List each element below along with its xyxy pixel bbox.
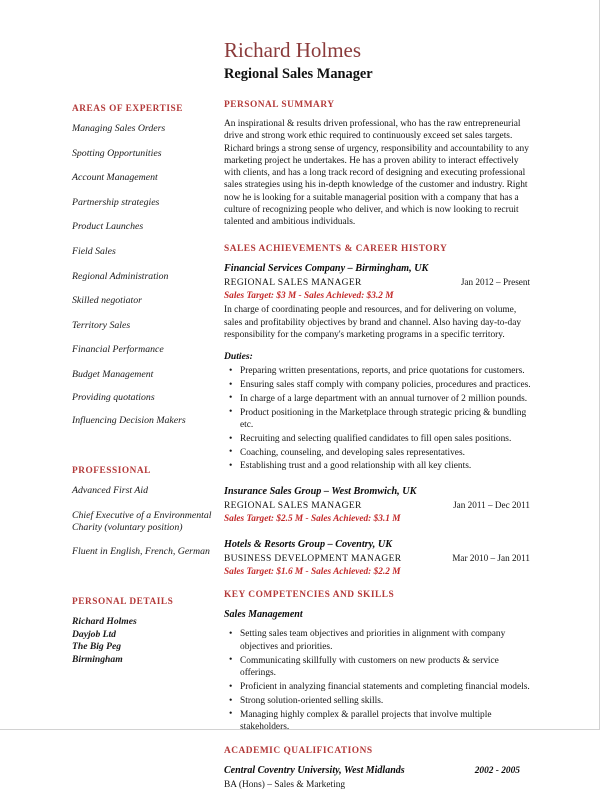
job-role: REGIONAL SALES MANAGER: [224, 277, 362, 288]
job-role-row: [224, 276, 536, 289]
candidate-job-title: Regional Sales Manager: [224, 66, 373, 82]
sidebar-heading-professional: PROFESSIONAL: [72, 465, 151, 476]
duty-item: • Recruiting and selecting qualified candidates to fill open sales positions.: [240, 433, 536, 446]
job-spacer: [224, 528, 536, 538]
expertise-item: Product Launches: [72, 221, 144, 233]
section-heading-academic-qualifications: ACADEMIC QUALIFICATIONS: [224, 745, 373, 756]
candidate-name: Richard Holmes: [224, 38, 362, 62]
duties-label: Duties:: [224, 351, 253, 363]
job-sales-target: Sales Target: $3 M - Sales Achieved: $3.2 M: [224, 291, 394, 302]
job-role-row: [224, 499, 536, 512]
expertise-item: Managing Sales Orders: [72, 123, 166, 134]
personal-detail-line: Dayjob Ltd: [72, 628, 116, 640]
education-years: 2002 - 2005: [474, 765, 520, 776]
job-sales-target: Sales Target: $2.5 M - Sales Achieved: $3.1 M: [224, 514, 401, 525]
section-heading-career-history: SALES ACHIEVEMENTS & CAREER HISTORY: [224, 243, 448, 254]
education-school: Central Coventry University, West Midlands: [224, 764, 405, 776]
education-degree: BA (Hons) – Sales & Marketing: [224, 779, 346, 790]
expertise-item: Account Management: [72, 172, 158, 184]
duties-list: [224, 365, 536, 473]
competencies-list: [224, 628, 536, 734]
job-role-row: [224, 552, 536, 565]
job-description: In charge of coordinating people and resources, and for delivering on volume, sales and profitability objectives by brand and channel. Also having day-to-day responsibility for the company's marketing programs in a specific territory.: [224, 305, 522, 340]
job-dates: Mar 2010 – Jan 2011: [452, 552, 530, 563]
job-entry: [224, 485, 536, 526]
job-entry: [224, 262, 536, 342]
duty-item: • Establishing trust and a good relationship with all key clients.: [240, 460, 536, 473]
professional-item: Advanced First Aid: [72, 484, 149, 496]
competency-item: • Communicating skillfully with customers on new products & service offerings.: [240, 655, 536, 680]
duty-item: • Coaching, counseling, and developing sales representatives.: [240, 447, 536, 460]
professional-item: Chief Executive of a Environmental Charity (voluntary position): [72, 509, 212, 533]
sidebar-heading-personal-details: PERSONAL DETAILS: [72, 596, 174, 607]
expertise-item: Spotting Opportunities: [72, 147, 162, 159]
job-dates: Jan 2012 – Present: [460, 276, 530, 287]
competency-item: • Strong solution-oriented selling skills.: [240, 695, 536, 708]
main-column: [224, 38, 536, 791]
expertise-item: Skilled negotiator: [72, 295, 142, 307]
competencies-subheading: Sales Management: [224, 609, 303, 621]
duty-item: • Product positioning in the Marketplace through strategic pricing & bundling etc.: [240, 407, 536, 432]
competency-item: • Proficient in analyzing financial statements and completing financial models.: [240, 681, 536, 694]
duty-item: • Preparing written presentations, reports, and price quotations for customers.: [240, 365, 536, 378]
expertise-item: Field Sales: [72, 245, 116, 257]
job-dates: Jan 2011 – Dec 2011: [453, 500, 530, 511]
section-heading-personal-summary: PERSONAL SUMMARY: [224, 100, 335, 110]
competency-item: • Managing highly complex & parallel projects that involve multiple stakeholders.: [240, 709, 536, 734]
job-entry: [224, 538, 536, 579]
expertise-item: Financial Performance: [72, 344, 164, 356]
job-company: Hotels & Resorts Group – Coventry, UK: [224, 538, 393, 550]
sidebar-divider-space: [72, 440, 212, 466]
professional-item: Fluent in English, French, German: [72, 546, 210, 558]
job-company: Insurance Sales Group – West Bromwich, UK: [224, 486, 417, 498]
job-role: REGIONAL SALES MANAGER: [224, 501, 362, 512]
sidebar: [72, 104, 212, 708]
job-company: Financial Services Company – Birmingham, UK: [224, 262, 429, 274]
personal-detail-line: Richard Holmes: [72, 615, 137, 627]
section-spacer: [224, 580, 536, 590]
personal-summary-text: An inspirational & results driven professional, who has the raw entrepreneurial drive and strong work ethic required to continuously exceed set sales targets. Richard brings a strong sense of urgency, responsibility and accountability to any marketing project he undertakes. He has a proven ability to interact effectively with clients, and has a long track record of designing and executing professional sales strategies using his in-depth knowledge of the customer and industry. Right now he is looking for a suitable managerial position with a company that has a culture of recognizing people who deliver, and which is now looking to recruit talented and ambitious individuals.: [224, 119, 529, 228]
duty-item: • In charge of a large department with an annual turnover of 2 million pounds.: [240, 393, 536, 406]
expertise-item: Influencing Decision Makers: [72, 415, 186, 427]
personal-detail-line: The Big Peg: [72, 641, 122, 653]
expertise-item: Territory Sales: [72, 319, 131, 331]
duty-item: • Ensuring sales staff comply with company policies, procedures and practices.: [240, 379, 536, 392]
job-sales-target: Sales Target: $1.6 M - Sales Achieved: $2.2 M: [224, 567, 401, 578]
job-role: BUSINESS DEVELOPMENT MANAGER: [224, 553, 402, 564]
sidebar-heading-areas-of-expertise: AREAS OF EXPERTISE: [72, 104, 183, 114]
section-heading-key-competencies: KEY COMPETENCIES AND SKILLS: [224, 590, 395, 601]
competency-item: • Setting sales team objectives and priorities in alignment with company objectives and priorities.: [240, 628, 536, 653]
expertise-item: Regional Administration: [72, 270, 169, 282]
expertise-item: Partnership strategies: [72, 196, 160, 208]
expertise-item: Budget Management: [72, 368, 154, 380]
education-entry: [224, 764, 536, 778]
sidebar-divider-space: [72, 571, 212, 597]
expertise-item: Providing quotations: [72, 392, 155, 404]
personal-detail-line: Birmingham: [72, 653, 123, 665]
